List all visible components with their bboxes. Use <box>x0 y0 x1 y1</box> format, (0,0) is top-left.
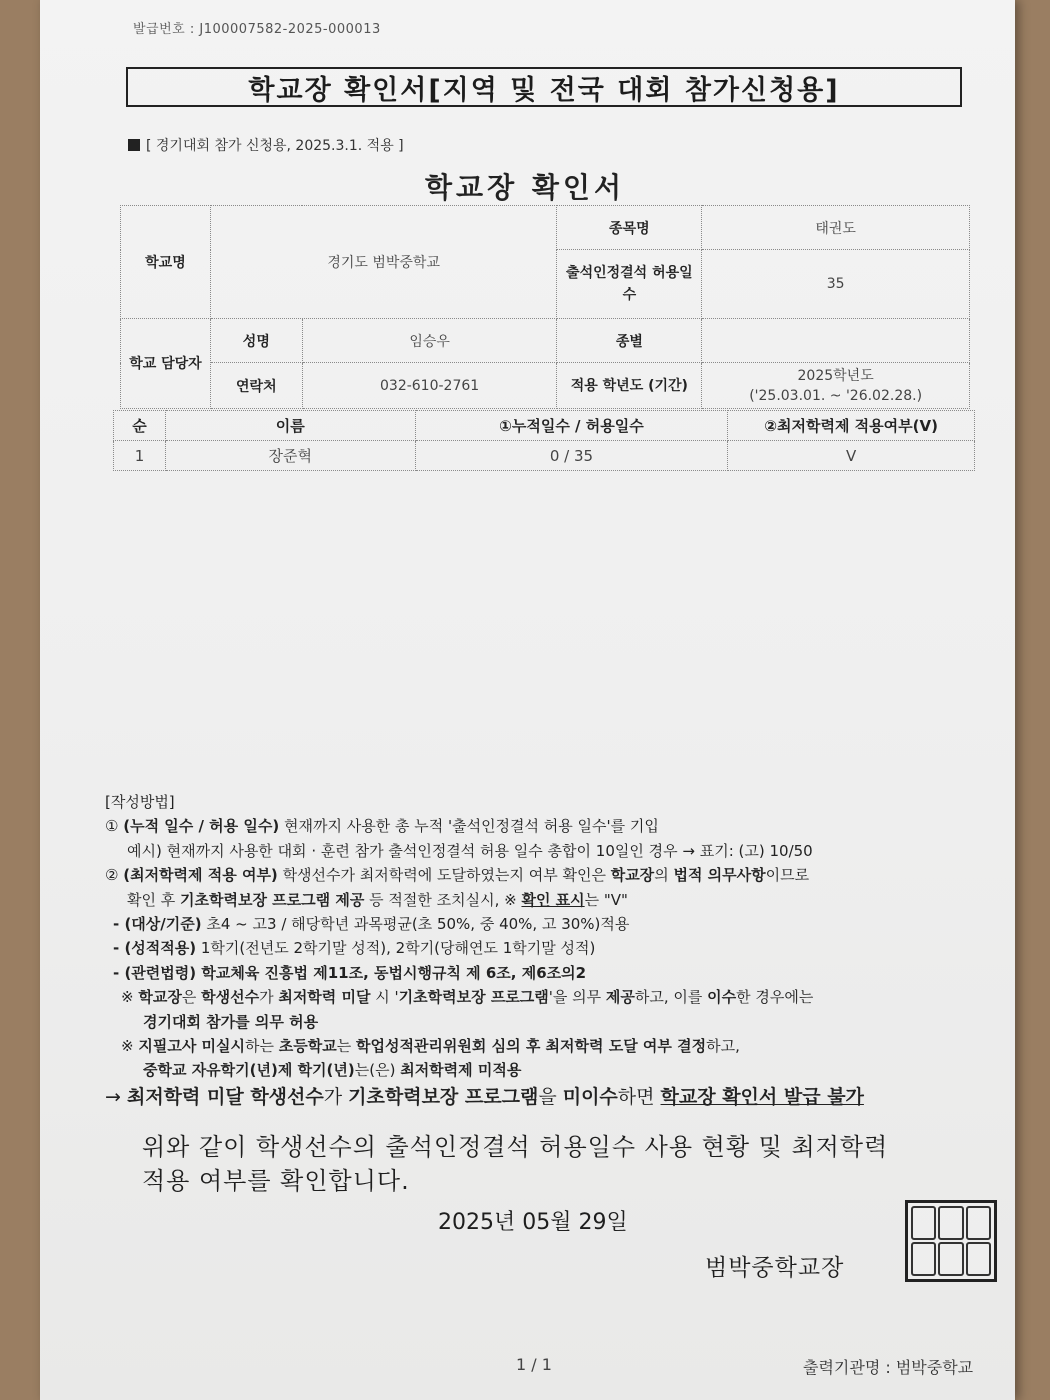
col-header-days: ①누적일수 / 허용일수 <box>415 411 728 441</box>
year-label: 적용 학년도 (기간) <box>557 363 702 409</box>
method-line-2: 예시) 현재까지 사용한 대회 · 훈련 참가 출석인정결석 허용 일수 총합이 10일인 경우 → 표기: (고) 10/50 <box>127 841 813 860</box>
name-value: 임승우 <box>302 319 557 363</box>
cell-min-academic: V <box>728 441 975 471</box>
col-header-name: 이름 <box>165 411 415 441</box>
year-value-line-1: 2025학년도 <box>797 367 874 384</box>
cell-name: 장준혁 <box>165 441 415 471</box>
official-seal-icon <box>905 1200 997 1282</box>
method-heading: [작성방법] <box>105 793 175 811</box>
doc-title: 학교장 확인서 <box>424 171 626 204</box>
method-line-11: 중학교 자유학기(년)제 학기(년)는(은) 최저학력제 미적용 <box>143 1061 522 1080</box>
year-value-line-2: ('25.03.01. ~ '26.02.28.) <box>749 387 923 404</box>
allowed-days-label: 출석인정결석 허용일수 <box>557 250 702 319</box>
year-value <box>702 363 970 409</box>
col-header-min-academic: ②최저학력제 적용여부(V) <box>728 411 975 441</box>
cell-no: 1 <box>114 441 166 471</box>
col-header-no: 순 <box>114 411 166 441</box>
method-line-10: ※ 지필고사 미실시하는 초등학교는 학업성적관리위원회 심의 후 최저학력 도달 여부 결정하고, <box>121 1037 740 1056</box>
info-table <box>120 205 970 409</box>
contact-label: 연락처 <box>210 363 302 409</box>
method-line-4: 확인 후 기초학력보장 프로그램 제공 등 적절한 조치실시, ※ 확인 표시는 "V" <box>127 890 628 909</box>
method-line-9: 경기대회 참가를 의무 허용 <box>143 1012 319 1031</box>
subheading-text: [ 경기대회 참가 신청용, 2025.3.1. 적용 ] <box>146 138 404 154</box>
method-line-3: ② (최저학력제 적용 여부) 학생선수가 최저학력에 도달하였는지 여부 확인은 학교장의 법적 의무사항이므로 <box>105 866 810 885</box>
contact-value: 032-610-2761 <box>302 363 557 409</box>
allowed-days-value: 35 <box>702 250 970 319</box>
method-line-8: ※ 학교장은 학생선수가 최저학력 미달 시 '기초학력보장 프로그램'을 의무 제공하고, 이를 이수한 경우에는 <box>121 988 814 1007</box>
school-value: 경기도 범박중학교 <box>210 206 557 319</box>
type-label: 종별 <box>557 319 702 363</box>
method-line-5: - (대상/기준) 초4 ~ 고3 / 해당학년 과목평균(초 50%, 중 40%, 고 30%)적용 <box>113 915 630 934</box>
method-line-7: - (관련법령) 학교체육 진흥법 제11조, 동법시행규칙 제 6조, 제6조의2 <box>113 963 587 982</box>
principal-signature: 범박중학교장 <box>705 1255 845 1281</box>
main-title: 학교장 확인서[지역 및 전국 대회 참가신청용] <box>126 67 962 107</box>
issue-date: 2025년 05월 29일 <box>438 1210 628 1235</box>
method-line-6: - (성적적용) 1학기(전년도 2학기말 성적), 2학기(당해연도 1학기말 성적) <box>113 939 596 958</box>
square-bullet-icon <box>128 139 140 151</box>
student-table <box>113 410 975 471</box>
school-label: 학교명 <box>121 206 211 319</box>
writing-method <box>105 790 1005 1109</box>
page-number: 1 / 1 <box>516 1355 552 1374</box>
method-line-1: ① (누적 일수 / 허용 일수) 현재까지 사용한 총 누적 '출석인정결석 허용 일수'를 기입 <box>105 817 659 836</box>
printer-institution: 출력기관명 : 범박중학교 <box>803 1358 974 1377</box>
confirmation-line-2: 적용 여부를 확인합니다. <box>142 1167 410 1195</box>
cell-days: 0 / 35 <box>415 441 728 471</box>
manager-label: 학교 담당자 <box>121 319 211 409</box>
confirmation-line-1: 위와 같이 학생선수의 출석인정결석 허용일수 사용 현황 및 최저학력 <box>142 1133 889 1161</box>
table-header-row <box>114 411 975 441</box>
confirmation-statement <box>142 1130 888 1198</box>
method-line-12: → 최저학력 미달 학생선수가 기초학력보장 프로그램을 미이수하면 학교장 확인서 발급 불가 <box>105 1085 864 1108</box>
sport-label: 종목명 <box>557 206 702 250</box>
name-label: 성명 <box>210 319 302 363</box>
subheading <box>128 135 404 155</box>
table-row <box>114 441 975 471</box>
sport-value: 태권도 <box>702 206 970 250</box>
issue-number: 발급번호 : J100007582-2025-000013 <box>133 22 381 37</box>
type-value <box>702 319 970 363</box>
